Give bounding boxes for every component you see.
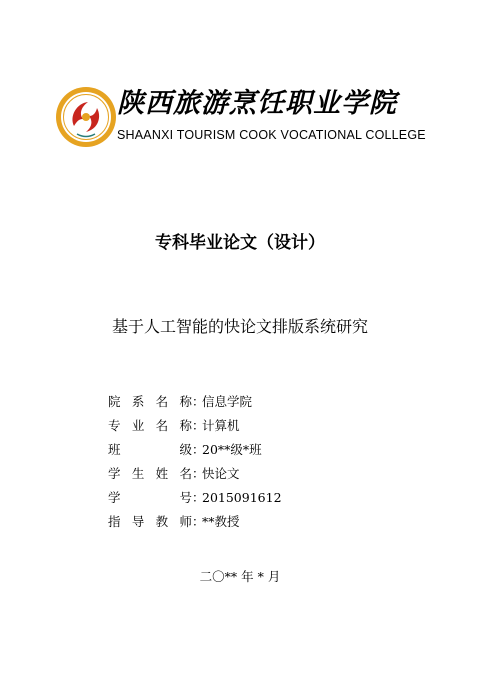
info-value: 2015091612 [202,489,282,505]
date-line: 二〇** 年 * 月 [199,569,281,584]
info-row [108,389,282,413]
info-label: 指 导 教 师 [108,514,192,529]
info-row [108,413,282,437]
info-value: 快论文 [202,466,240,481]
info-label: 专 业 名 称 [108,418,192,433]
info-colon: ： [192,490,205,505]
college-seal-icon [55,86,117,148]
info-row [108,437,282,461]
college-name-calligraphy: 陕西旅游烹饪职业学院 [117,88,397,119]
info-label: 学 号 [108,490,192,505]
info-value: 信息学院 [202,394,253,409]
info-colon: ： [192,466,205,481]
info-colon: ： [192,442,205,457]
info-table [108,389,282,533]
info-colon: ： [192,418,205,433]
degree-title: 专科毕业论文（设计） [155,233,325,253]
thesis-title: 基于人工智能的快论文排版系统研究 [111,317,368,336]
info-colon: ： [192,394,205,409]
info-label: 学 生 姓 名 [108,466,192,481]
college-name-english: SHAANXI TOURISM COOK VOCATIONAL COLLEGE [117,128,426,142]
info-label: 院 系 名 称 [108,394,192,409]
info-value: 20**级*班 [202,442,262,457]
info-row [108,461,282,485]
info-value: **教授 [202,514,240,529]
info-value: 计算机 [202,418,240,433]
info-row [108,509,282,533]
info-label: 班 级 [108,442,192,457]
info-row [108,485,282,509]
info-colon: ： [192,514,205,529]
